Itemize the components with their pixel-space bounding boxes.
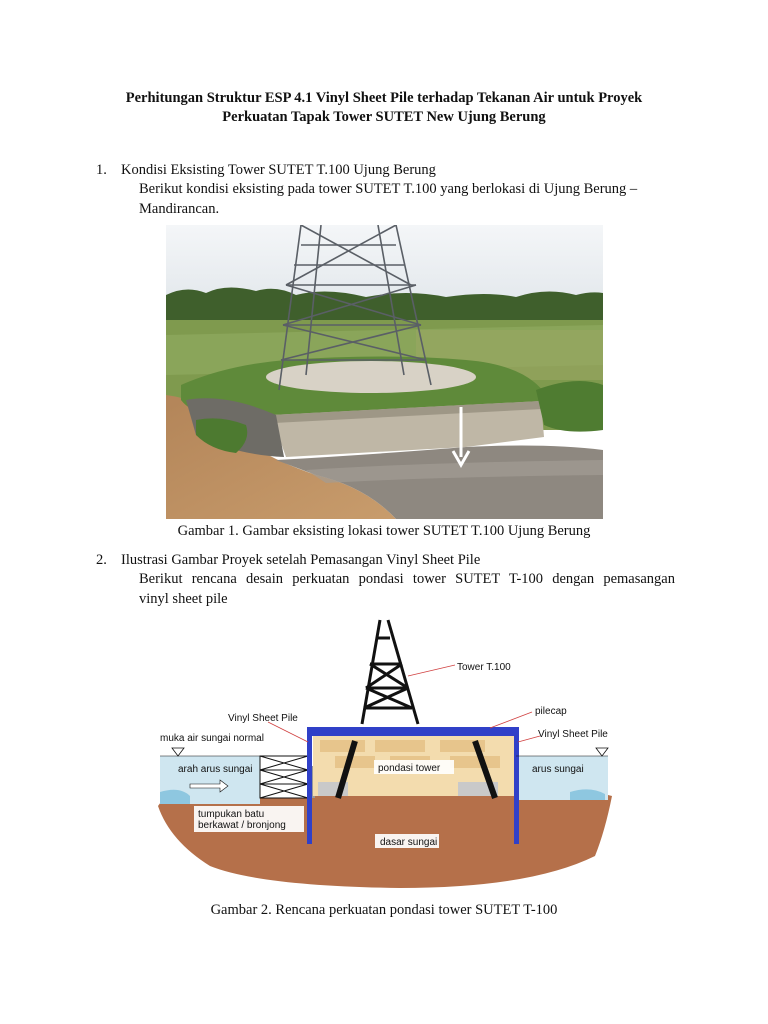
section-1-paragraph <box>139 180 675 219</box>
label-pilecap: pilecap <box>535 706 567 717</box>
reinforcement-diagram <box>150 616 615 891</box>
title-line-2: Perkuatan Tapak Tower SUTET New Ujung Berung <box>222 109 546 125</box>
tower-site-photo <box>166 225 603 519</box>
section-2-para-line-1: Berikut rencana desain perkuatan pondasi tower SUTET T-100 dengan pemasangan <box>139 571 675 587</box>
label-flow-right: arus sungai <box>532 764 584 775</box>
section-1-para-line-1: Berikut kondisi eksisting pada tower SUTET T.100 yang berlokasi di Ujung Berung – <box>139 181 638 197</box>
label-foundation: pondasi tower <box>378 763 441 774</box>
label-tower: Tower T.100 <box>457 662 511 673</box>
section-1-heading: Kondisi Eksisting Tower SUTET T.100 Ujung Berung <box>121 162 436 178</box>
label-gabion-line-1: tumpukan batu <box>198 809 265 820</box>
section-1-number: 1. <box>96 162 107 178</box>
label-vinyl-sheet-pile-left: Vinyl Sheet Pile <box>228 713 298 724</box>
figure-1-caption: Gambar 1. Gambar eksisting lokasi tower SUTET T.100 Ujung Berung <box>177 523 591 539</box>
section-2-heading: Ilustrasi Gambar Proyek setelah Pemasangan Vinyl Sheet Pile <box>121 552 481 568</box>
section-2-paragraph <box>139 570 675 609</box>
section-2-para-line-2: vinyl sheet pile <box>139 590 228 607</box>
section-2-number: 2. <box>96 552 107 568</box>
title-line-1: Perhitungan Struktur ESP 4.1 Vinyl Sheet Pile terhadap Tekanan Air untuk Proyek <box>125 90 643 106</box>
label-riverbed: dasar sungai <box>380 837 438 848</box>
figure-2-caption: Gambar 2. Rencana perkuatan pondasi tower SUTET T-100 <box>210 902 558 918</box>
label-water-level: muka air sungai normal <box>160 733 264 744</box>
label-gabion-line-2: berkawat / bronjong <box>198 820 286 831</box>
document-title <box>60 89 708 127</box>
label-vinyl-sheet-pile-right: Vinyl Sheet Pile <box>538 729 608 740</box>
label-flow-left: arah arus sungai <box>178 764 253 775</box>
section-1-para-line-2: Mandirancan. <box>139 200 220 217</box>
